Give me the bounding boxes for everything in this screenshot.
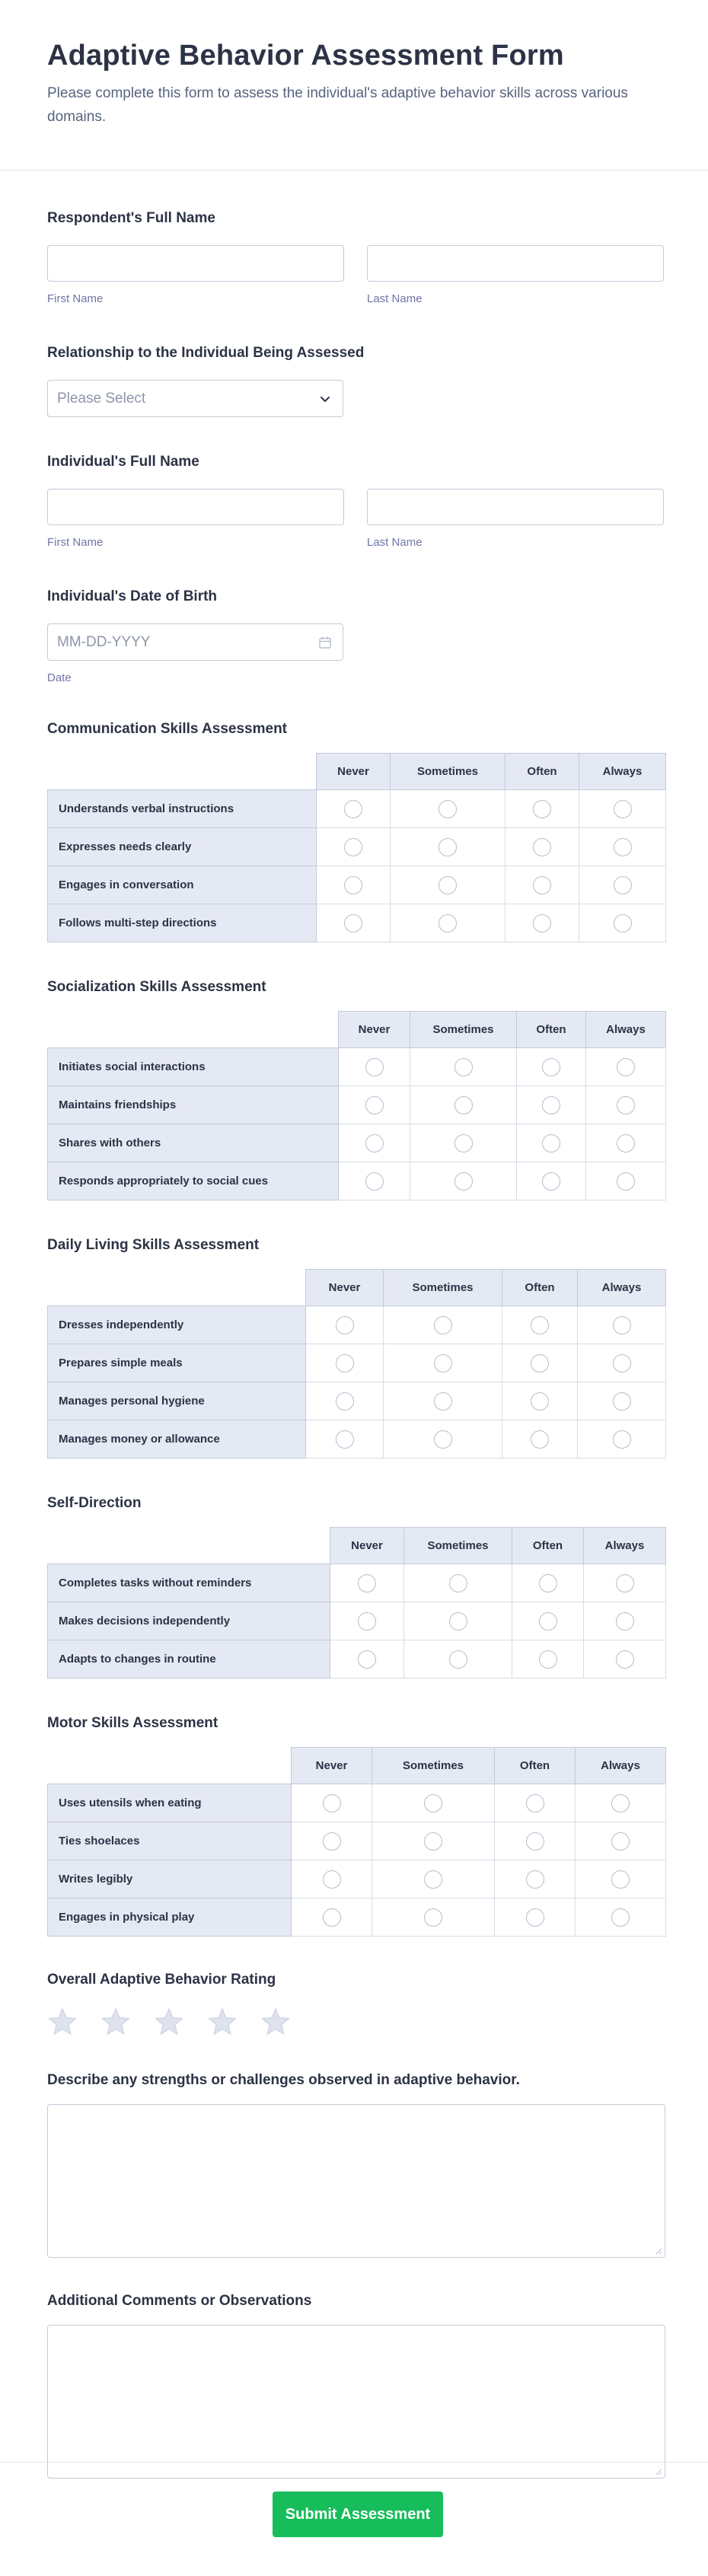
matrix-field: [47, 721, 668, 942]
matrix-row: [48, 790, 666, 828]
matrix-row: [48, 1640, 666, 1679]
calendar-icon[interactable]: [318, 636, 332, 649]
matrix-table: [47, 753, 666, 942]
matrix-cell: [306, 1420, 384, 1459]
individual-first-name-sublabel: First Name: [47, 536, 104, 549]
matrix-cell: [384, 1344, 502, 1382]
matrix-row-label: Completes tasks without reminders: [48, 1564, 330, 1602]
radio-button[interactable]: [614, 876, 632, 894]
matrix-row-label: Makes decisions independently: [48, 1602, 330, 1640]
matrix-cell: [495, 1899, 576, 1937]
matrix-cell: [512, 1640, 584, 1679]
radio-button[interactable]: [526, 1832, 544, 1851]
radio-button[interactable]: [533, 800, 551, 818]
matrix-row: [48, 1784, 666, 1822]
radio-button[interactable]: [449, 1612, 467, 1631]
matrix-row: [48, 1564, 666, 1602]
matrix-column-header: Often: [502, 1270, 578, 1306]
matrix-header-row: [48, 1748, 666, 1784]
radio-button[interactable]: [531, 1354, 549, 1372]
matrix-row: [48, 904, 666, 942]
individual-last-col: [367, 489, 664, 549]
form-subtitle: Please complete this form to assess the individual's adaptive behavior skills across various domains.: [47, 85, 628, 125]
radio-button[interactable]: [617, 1172, 635, 1191]
matrix-cell: [517, 1048, 586, 1086]
matrix-column-header: Often: [505, 754, 579, 790]
matrix-column-header: Often: [517, 1012, 586, 1048]
matrix-cell: [339, 1124, 410, 1162]
radio-button[interactable]: [611, 1908, 630, 1927]
radio-button[interactable]: [614, 838, 632, 856]
matrix-field: [47, 1715, 668, 1937]
radio-button[interactable]: [616, 1612, 634, 1631]
radio-button[interactable]: [424, 1832, 442, 1851]
matrix-cell: [306, 1306, 384, 1344]
individual-name-row: [47, 489, 668, 549]
matrix-table: [47, 1527, 666, 1679]
comments-label: Additional Comments or Observations: [47, 2293, 312, 2309]
matrix-row-label: Adapts to changes in routine: [48, 1640, 330, 1679]
matrix-cell: [586, 1086, 666, 1124]
matrix-column-header: Sometimes: [384, 1270, 502, 1306]
radio-button[interactable]: [613, 1316, 631, 1334]
radio-button[interactable]: [542, 1172, 560, 1191]
radio-button[interactable]: [434, 1430, 452, 1449]
rating-label: Overall Adaptive Behavior Rating: [47, 1972, 276, 1988]
matrix-row: [48, 1048, 666, 1086]
matrix-row-label: Initiates social interactions: [48, 1048, 339, 1086]
dob-sublabel: Date: [47, 671, 72, 684]
matrix-table: [47, 1011, 666, 1200]
matrix-cell: [505, 828, 579, 866]
radio-button[interactable]: [542, 1134, 560, 1153]
matrix-cell: [410, 1124, 517, 1162]
radio-button[interactable]: [542, 1096, 560, 1114]
matrix-column-header: Always: [584, 1528, 666, 1564]
radio-button[interactable]: [439, 876, 457, 894]
matrix-header-row: [48, 1270, 666, 1306]
radio-button[interactable]: [323, 1832, 341, 1851]
matrix-cell: [372, 1784, 495, 1822]
matrix-column-header: Never: [330, 1528, 404, 1564]
radio-button[interactable]: [323, 1908, 341, 1927]
radio-button[interactable]: [344, 800, 362, 818]
respondent-last-col: [367, 245, 664, 305]
radio-button[interactable]: [358, 1574, 376, 1592]
radio-button[interactable]: [336, 1354, 354, 1372]
radio-button[interactable]: [424, 1870, 442, 1889]
matrix-column-header: Sometimes: [391, 754, 505, 790]
radio-button[interactable]: [539, 1650, 557, 1669]
matrix-cell: [579, 790, 666, 828]
matrix-title: Daily Living Skills Assessment: [47, 1237, 260, 1253]
radio-button[interactable]: [533, 876, 551, 894]
radio-button[interactable]: [617, 1058, 635, 1076]
radio-button[interactable]: [365, 1172, 384, 1191]
matrix-cell: [579, 904, 666, 942]
relationship-label: Relationship to the Individual Being Assessed: [47, 345, 365, 361]
matrix-cell: [512, 1564, 584, 1602]
matrix-cell: [517, 1162, 586, 1200]
matrix-column-header: Always: [579, 754, 666, 790]
respondent-name-field: [47, 210, 668, 305]
radio-button[interactable]: [454, 1172, 473, 1191]
respondent-name-row: [47, 245, 668, 305]
dob-input[interactable]: [47, 623, 343, 661]
radio-button[interactable]: [449, 1574, 467, 1592]
matrix-row: [48, 1344, 666, 1382]
matrix-row: [48, 866, 666, 904]
form-title: Adaptive Behavior Assessment Form: [47, 40, 564, 72]
matrix-column-header: Never: [339, 1012, 410, 1048]
radio-button[interactable]: [526, 1908, 544, 1927]
matrix-cell: [502, 1306, 578, 1344]
radio-button[interactable]: [434, 1316, 452, 1334]
matrix-corner: [48, 754, 317, 790]
matrix-column-header: Never: [306, 1270, 384, 1306]
radio-button[interactable]: [439, 838, 457, 856]
radio-button[interactable]: [542, 1058, 560, 1076]
individual-name-field: [47, 454, 668, 549]
radio-button[interactable]: [533, 914, 551, 933]
matrix-cell: [578, 1420, 666, 1459]
matrix-cell: [384, 1382, 502, 1420]
matrix-column-header: Sometimes: [410, 1012, 517, 1048]
radio-button[interactable]: [454, 1134, 473, 1153]
matrix-cell: [578, 1344, 666, 1382]
radio-button[interactable]: [365, 1058, 384, 1076]
individual-first-name-input[interactable]: [47, 489, 344, 525]
strengths-textarea[interactable]: [47, 2104, 665, 2258]
star-icon[interactable]: [154, 2007, 184, 2037]
radio-button[interactable]: [617, 1134, 635, 1153]
matrix-cell: [517, 1086, 586, 1124]
star-icon[interactable]: [207, 2007, 238, 2037]
matrix-table: [47, 1747, 666, 1937]
matrix-cell: [586, 1162, 666, 1200]
radio-button[interactable]: [358, 1650, 376, 1669]
matrix-corner: [48, 1528, 330, 1564]
rating-field: [47, 1972, 668, 2037]
matrix-cell: [584, 1564, 666, 1602]
matrix-cell: [317, 790, 391, 828]
matrix-header-row: [48, 1012, 666, 1048]
radio-button[interactable]: [358, 1612, 376, 1631]
matrix-cell: [330, 1640, 404, 1679]
matrix-cell: [576, 1860, 666, 1899]
radio-button[interactable]: [611, 1794, 630, 1812]
radio-button[interactable]: [365, 1096, 384, 1114]
matrix-section: [47, 721, 668, 1937]
star-icon[interactable]: [47, 2007, 78, 2037]
matrix-row: [48, 1086, 666, 1124]
form-footer: [0, 2462, 708, 2576]
strengths-label: Describe any strengths or challenges observed in adaptive behavior.: [47, 2072, 520, 2088]
matrix-column-header: Often: [512, 1528, 584, 1564]
matrix-field: [47, 1495, 668, 1679]
matrix-row-label: Understands verbal instructions: [48, 790, 317, 828]
individual-last-name-input[interactable]: [367, 489, 664, 525]
matrix-cell: [372, 1899, 495, 1937]
respondent-first-col: [47, 245, 344, 305]
matrix-cell: [404, 1640, 512, 1679]
matrix-row: [48, 1162, 666, 1200]
matrix-cell: [579, 866, 666, 904]
respondent-name-label: Respondent's Full Name: [47, 210, 215, 226]
matrix-row-label: Manages personal hygiene: [48, 1382, 306, 1420]
matrix-cell: [317, 866, 391, 904]
matrix-row: [48, 1306, 666, 1344]
radio-button[interactable]: [439, 914, 457, 933]
matrix-cell: [391, 790, 505, 828]
radio-button[interactable]: [614, 914, 632, 933]
matrix-cell: [391, 866, 505, 904]
matrix-cell: [505, 904, 579, 942]
dob-label: Individual's Date of Birth: [47, 588, 218, 604]
matrix-row-label: Writes legibly: [48, 1860, 292, 1899]
matrix-cell: [330, 1564, 404, 1602]
matrix-cell: [292, 1899, 372, 1937]
matrix-cell: [517, 1124, 586, 1162]
matrix-cell: [292, 1860, 372, 1899]
matrix-cell: [306, 1382, 384, 1420]
matrix-cell: [578, 1382, 666, 1420]
matrix-cell: [586, 1048, 666, 1086]
matrix-corner: [48, 1012, 339, 1048]
matrix-cell: [372, 1822, 495, 1860]
radio-button[interactable]: [616, 1650, 634, 1669]
radio-button[interactable]: [434, 1354, 452, 1372]
submit-button[interactable]: Submit Assessment: [273, 2492, 443, 2537]
radio-button[interactable]: [336, 1392, 354, 1411]
matrix-column-header: Always: [576, 1748, 666, 1784]
matrix-title: Self-Direction: [47, 1495, 142, 1511]
matrix-row-label: Maintains friendships: [48, 1086, 339, 1124]
matrix-header-row: [48, 754, 666, 790]
matrix-row: [48, 1124, 666, 1162]
matrix-cell: [584, 1602, 666, 1640]
matrix-cell: [292, 1822, 372, 1860]
chevron-down-icon: [318, 392, 332, 406]
matrix-field: [47, 979, 668, 1200]
comments-field: [47, 2293, 668, 2479]
matrix-table: [47, 1269, 666, 1459]
radio-button[interactable]: [365, 1134, 384, 1153]
matrix-row-label: Uses utensils when eating: [48, 1784, 292, 1822]
radio-button[interactable]: [616, 1574, 634, 1592]
dob-field: [47, 588, 668, 684]
matrix-cell: [339, 1162, 410, 1200]
radio-button[interactable]: [344, 876, 362, 894]
matrix-corner: [48, 1270, 306, 1306]
matrix-cell: [576, 1899, 666, 1937]
matrix-row-label: Engages in physical play: [48, 1899, 292, 1937]
star-icon[interactable]: [100, 2007, 131, 2037]
matrix-column-header: Often: [495, 1748, 576, 1784]
radio-button[interactable]: [617, 1096, 635, 1114]
matrix-cell: [584, 1640, 666, 1679]
respondent-last-name-sublabel: Last Name: [367, 292, 423, 305]
radio-button[interactable]: [614, 800, 632, 818]
matrix-column-header: Sometimes: [372, 1748, 495, 1784]
matrix-cell: [410, 1162, 517, 1200]
matrix-cell: [391, 904, 505, 942]
respondent-first-name-sublabel: First Name: [47, 292, 104, 305]
matrix-cell: [372, 1860, 495, 1899]
radio-button[interactable]: [344, 838, 362, 856]
matrix-row-label: Ties shoelaces: [48, 1822, 292, 1860]
matrix-cell: [404, 1564, 512, 1602]
form-header: [0, 0, 708, 171]
matrix-column-header: Never: [317, 754, 391, 790]
radio-button[interactable]: [526, 1794, 544, 1812]
matrix-cell: [586, 1124, 666, 1162]
radio-button[interactable]: [611, 1870, 630, 1889]
matrix-row: [48, 1602, 666, 1640]
matrix-column-header: Always: [586, 1012, 666, 1048]
matrix-cell: [404, 1602, 512, 1640]
radio-button[interactable]: [439, 800, 457, 818]
radio-button[interactable]: [611, 1832, 630, 1851]
relationship-field: [47, 345, 668, 417]
dob-placeholder: MM-DD-YYYY: [57, 633, 151, 650]
matrix-cell: [317, 828, 391, 866]
radio-button[interactable]: [449, 1650, 467, 1669]
respondent-last-name-input[interactable]: [367, 245, 664, 282]
relationship-select[interactable]: [47, 380, 343, 417]
matrix-cell: [410, 1048, 517, 1086]
comments-textarea[interactable]: [47, 2325, 665, 2479]
matrix-cell: [384, 1306, 502, 1344]
matrix-cell: [505, 790, 579, 828]
matrix-cell: [391, 828, 505, 866]
radio-button[interactable]: [323, 1870, 341, 1889]
matrix-row: [48, 828, 666, 866]
star-rating: [47, 2007, 668, 2037]
matrix-row-label: Dresses independently: [48, 1306, 306, 1344]
form-content: [0, 210, 708, 2479]
matrix-cell: [339, 1048, 410, 1086]
matrix-row: [48, 1899, 666, 1937]
matrix-header-row: [48, 1528, 666, 1564]
matrix-title: Communication Skills Assessment: [47, 721, 288, 737]
radio-button[interactable]: [434, 1392, 452, 1411]
matrix-title: Socialization Skills Assessment: [47, 979, 266, 995]
radio-button[interactable]: [454, 1058, 473, 1076]
radio-button[interactable]: [336, 1316, 354, 1334]
matrix-cell: [578, 1306, 666, 1344]
matrix-column-header: Sometimes: [404, 1528, 512, 1564]
matrix-field: [47, 1237, 668, 1459]
matrix-cell: [306, 1344, 384, 1382]
matrix-column-header: Never: [292, 1748, 372, 1784]
radio-button[interactable]: [454, 1096, 473, 1114]
strengths-field: [47, 2072, 668, 2258]
matrix-cell: [495, 1822, 576, 1860]
matrix-row-label: Follows multi-step directions: [48, 904, 317, 942]
radio-button[interactable]: [613, 1430, 631, 1449]
matrix-row-label: Shares with others: [48, 1124, 339, 1162]
matrix-row-label: Responds appropriately to social cues: [48, 1162, 339, 1200]
matrix-cell: [292, 1784, 372, 1822]
radio-button[interactable]: [531, 1430, 549, 1449]
radio-button[interactable]: [531, 1316, 549, 1334]
matrix-cell: [502, 1420, 578, 1459]
radio-button[interactable]: [344, 914, 362, 933]
individual-last-name-sublabel: Last Name: [367, 536, 423, 549]
resize-handle-icon[interactable]: [655, 2247, 662, 2255]
individual-first-col: [47, 489, 344, 549]
individual-name-label: Individual's Full Name: [47, 454, 199, 470]
matrix-row: [48, 1382, 666, 1420]
matrix-cell: [512, 1602, 584, 1640]
matrix-cell: [576, 1822, 666, 1860]
matrix-cell: [384, 1420, 502, 1459]
matrix-cell: [495, 1860, 576, 1899]
matrix-row: [48, 1822, 666, 1860]
matrix-row: [48, 1420, 666, 1459]
relationship-placeholder: Please Select: [57, 390, 146, 406]
matrix-cell: [339, 1086, 410, 1124]
radio-button[interactable]: [613, 1354, 631, 1372]
radio-button[interactable]: [526, 1870, 544, 1889]
matrix-cell: [330, 1602, 404, 1640]
radio-button[interactable]: [533, 838, 551, 856]
radio-button[interactable]: [539, 1612, 557, 1631]
matrix-cell: [579, 828, 666, 866]
matrix-cell: [502, 1344, 578, 1382]
radio-button[interactable]: [323, 1794, 341, 1812]
matrix-cell: [410, 1086, 517, 1124]
matrix-title: Motor Skills Assessment: [47, 1715, 218, 1731]
matrix-row-label: Engages in conversation: [48, 866, 317, 904]
matrix-row-label: Prepares simple meals: [48, 1344, 306, 1382]
matrix-corner: [48, 1748, 292, 1784]
radio-button[interactable]: [539, 1574, 557, 1592]
matrix-column-header: Always: [578, 1270, 666, 1306]
radio-button[interactable]: [531, 1392, 549, 1411]
matrix-row-label: Manages money or allowance: [48, 1420, 306, 1459]
matrix-cell: [505, 866, 579, 904]
matrix-row-label: Expresses needs clearly: [48, 828, 317, 866]
matrix-cell: [317, 904, 391, 942]
radio-button[interactable]: [336, 1430, 354, 1449]
radio-button[interactable]: [424, 1794, 442, 1812]
matrix-cell: [495, 1784, 576, 1822]
star-icon[interactable]: [260, 2007, 291, 2037]
radio-button[interactable]: [613, 1392, 631, 1411]
matrix-row: [48, 1860, 666, 1899]
matrix-cell: [502, 1382, 578, 1420]
respondent-first-name-input[interactable]: [47, 245, 344, 282]
radio-button[interactable]: [424, 1908, 442, 1927]
matrix-cell: [576, 1784, 666, 1822]
